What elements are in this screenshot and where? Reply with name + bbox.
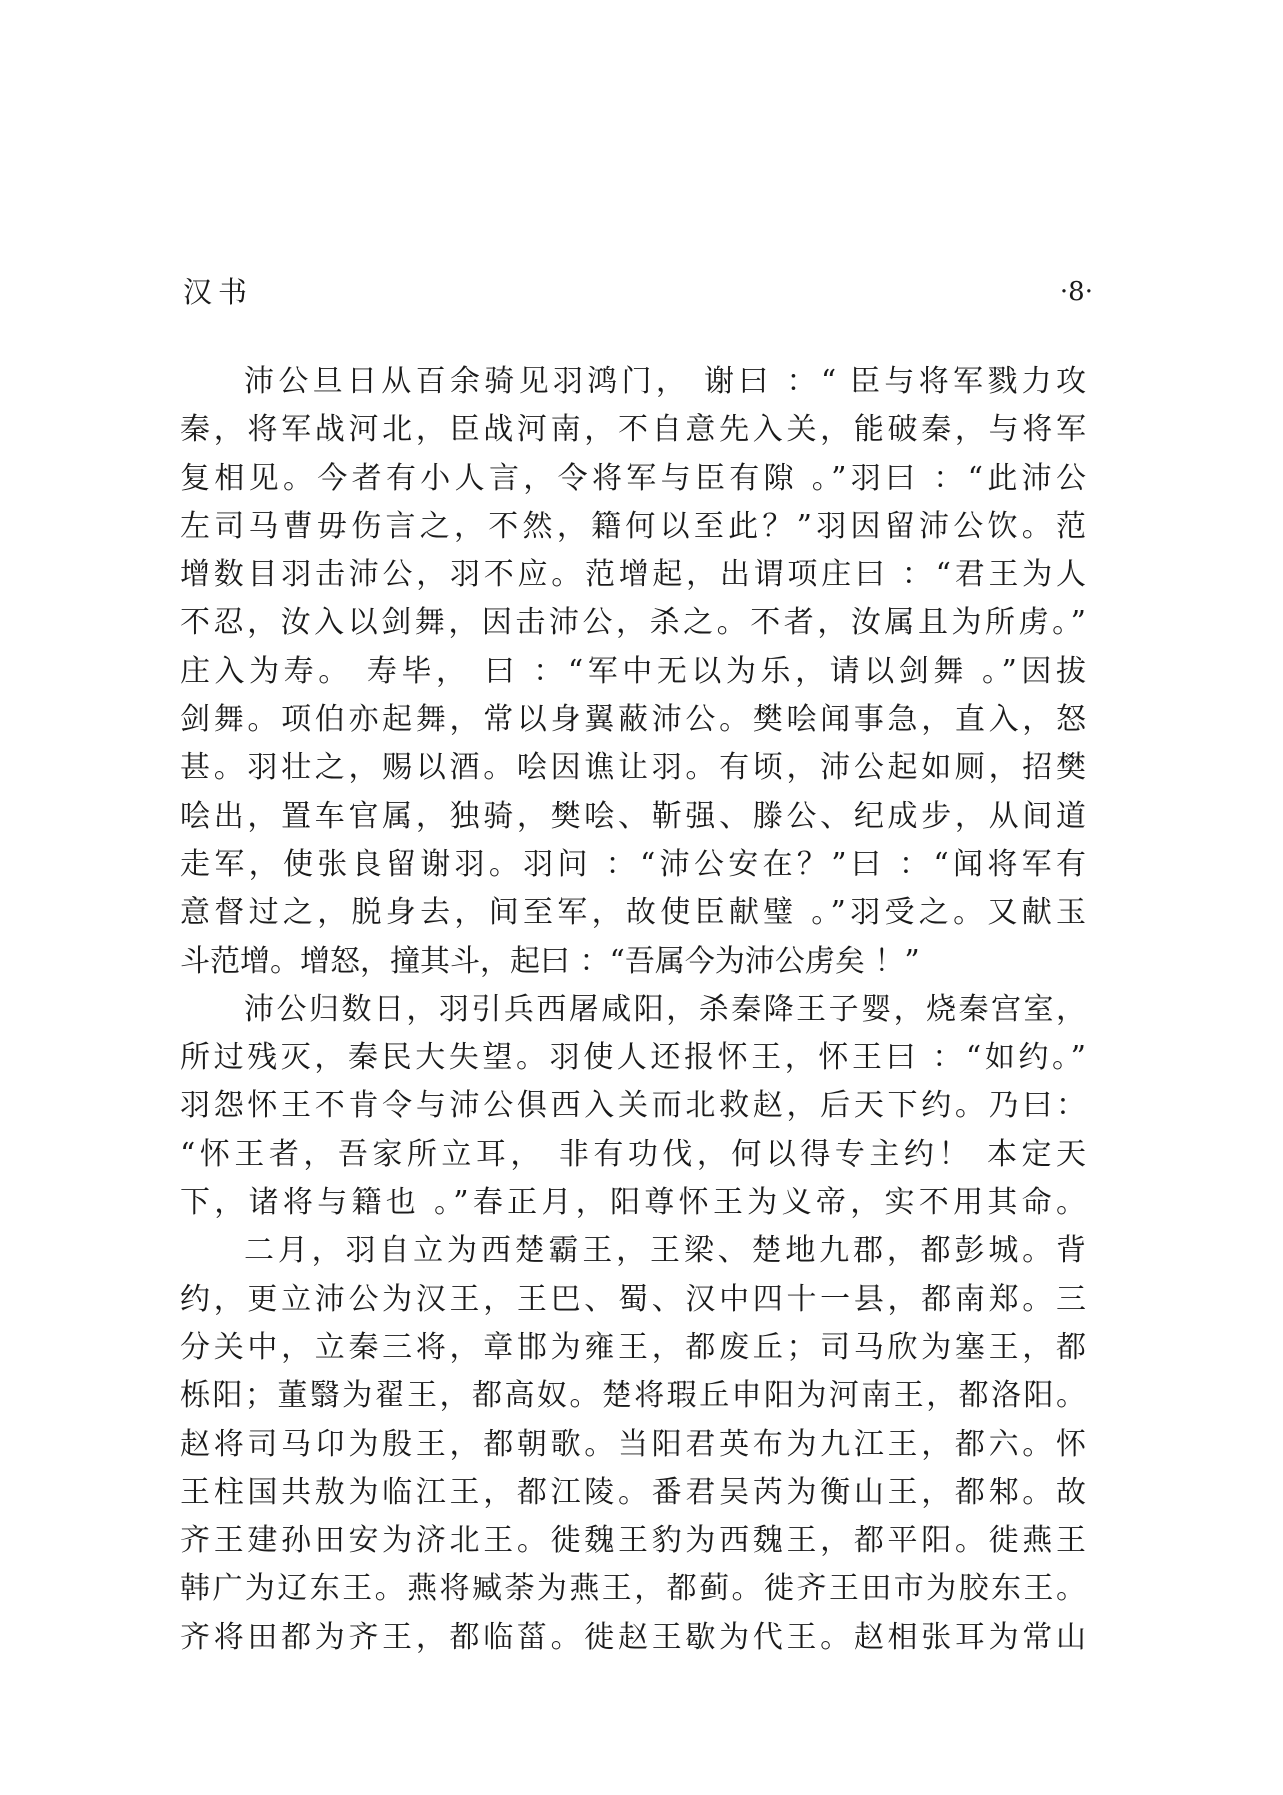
book-title: 汉书 — [183, 275, 254, 309]
text-line: 沛公归数日，羽引兵西屠咸阳，杀秦降王子婴，烧秦宫室， — [244, 991, 1086, 1027]
text-line: 左司马曹毋伤言之，不然，籍何以至此？”羽因留沛公饮。范 — [180, 508, 1086, 544]
text-line: 意督过之，脱身去，间至军，故使臣献璧 。”羽受之。又献玉 — [180, 895, 1086, 931]
text-line: 不忍，汝入以剑舞，因击沛公，杀之。不者，汝属且为所虏。” — [180, 605, 1086, 641]
text-line: 庄入为寿。 寿毕， 曰 ：“军中无以为乐，请以剑舞 。”因拔 — [180, 653, 1086, 689]
text-line: 齐将田都为齐王，都临菑。徙赵王歇为代王。赵相张耳为常山 — [180, 1619, 1086, 1655]
page-number: ·8· — [1059, 277, 1093, 307]
text-line: 剑舞。项伯亦起舞，常以身翼蔽沛公。樊哙闻事急，直入，怒 — [180, 702, 1086, 738]
text-line: 所过残灭，秦民大失望。羽使人还报怀王，怀王曰 ：“如约。” — [180, 1040, 1086, 1076]
text-line: 王柱国共敖为临江王，都江陵。番君吴芮为衡山王，都邾。故 — [180, 1474, 1086, 1510]
text-line: 约，更立沛公为汉王，王巴、蜀、汉中四十一县，都南郑。三 — [180, 1281, 1086, 1317]
text-line: 增数目羽击沛公，羽不应。范增起，出谓项庄曰 ：“君王为人 — [180, 557, 1086, 593]
text-line: 二月，羽自立为西楚霸王，王梁、楚地九郡，都彭城。背 — [244, 1233, 1086, 1269]
text-line: 羽怨怀王不肯令与沛公俱西入关而北救赵，后天下约。乃曰： — [180, 1088, 1086, 1124]
text-line: 下，诸将与籍也 。”春正月，阳尊怀王为义帝，实不用其命。 — [180, 1185, 1086, 1221]
text-line: 沛公旦日从百余骑见羽鸿门， 谢曰 ：“ 臣与将军戮力攻 — [244, 364, 1086, 399]
body-text — [180, 358, 1086, 1662]
text-line: 栎阳；董翳为翟王，都高奴。楚将瑕丘申阳为河南王，都洛阳。 — [180, 1378, 1086, 1414]
text-line: 赵将司马卬为殷王，都朝歌。当阳君英布为九江王，都六。怀 — [180, 1426, 1086, 1462]
text-line: “怀王者，吾家所立耳， 非有功伐，何以得专主约！ 本定天 — [180, 1136, 1086, 1172]
text-line: 哙出，置车官属，独骑，樊哙、靳强、滕公、纪成步，从间道 — [180, 798, 1086, 834]
text-line: 斗范增。增怒，撞其斗，起曰 ：“吾属今为沛公虏矣 ！” — [180, 943, 920, 979]
text-line: 秦，将军战河北，臣战河南，不自意先入关，能破秦，与将军 — [180, 412, 1086, 448]
text-line: 韩广为辽东王。燕将臧荼为燕王，都蓟。徙齐王田市为胶东王。 — [180, 1571, 1086, 1607]
text-line: 复相见。今者有小人言，令将军与臣有隙 。”羽曰 ：“此沛公 — [180, 460, 1086, 496]
text-line: 齐王建孙田安为济北王。徙魏王豹为西魏王，都平阳。徙燕王 — [180, 1523, 1086, 1559]
page-header — [183, 272, 1093, 312]
text-line: 分关中，立秦三将，章邯为雍王，都废丘；司马欣为塞王，都 — [180, 1329, 1086, 1365]
text-line: 走军，使张良留谢羽。羽问 ：“沛公安在？”曰 ：“闻将军有 — [180, 846, 1086, 882]
text-line: 甚。羽壮之，赐以酒。哙因谯让羽。有顷，沛公起如厕，招樊 — [180, 750, 1086, 786]
